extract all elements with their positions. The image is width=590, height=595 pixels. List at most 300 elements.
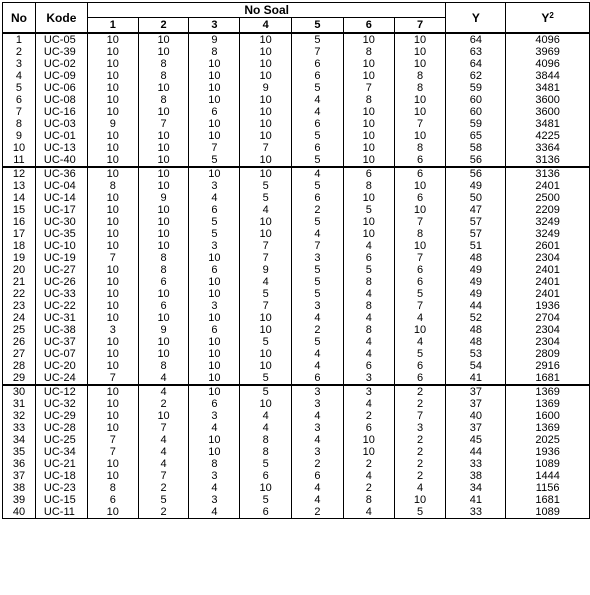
cell-soal-4: 6: [240, 470, 292, 482]
cell-soal-5: 4: [292, 494, 344, 506]
cell-soal-6: 6: [343, 360, 394, 372]
cell-soal-6: 10: [343, 228, 394, 240]
table-row: [3, 228, 590, 240]
cell-soal-6: 5: [343, 204, 394, 216]
header-kode: Kode: [35, 3, 87, 34]
cell-soal-6: 2: [343, 482, 394, 494]
cell-soal-7: 10: [394, 324, 446, 336]
cell-soal-2: 2: [138, 482, 189, 494]
cell-soal-3: 10: [189, 348, 240, 360]
cell-y: 62: [446, 70, 506, 82]
table-row: [3, 506, 590, 519]
cell-soal-7: 5: [394, 288, 446, 300]
cell-soal-7: 10: [394, 58, 446, 70]
cell-soal-1: 10: [87, 154, 138, 167]
cell-y: 51: [446, 240, 506, 252]
cell-soal-6: 8: [343, 300, 394, 312]
cell-soal-1: 7: [87, 446, 138, 458]
cell-soal-7: 6: [394, 167, 446, 180]
cell-soal-6: 4: [343, 470, 394, 482]
cell-soal-6: 10: [343, 446, 394, 458]
cell-soal-5: 6: [292, 372, 344, 385]
cell-soal-2: 5: [138, 494, 189, 506]
cell-soal-5: 3: [292, 398, 344, 410]
cell-kode: UC-38: [35, 324, 87, 336]
cell-y-squared: 2401: [506, 264, 590, 276]
cell-soal-3: 10: [189, 385, 240, 398]
table-row: [3, 312, 590, 324]
cell-soal-2: 10: [138, 288, 189, 300]
table-row: [3, 204, 590, 216]
cell-no: 32: [3, 410, 36, 422]
cell-soal-3: 10: [189, 312, 240, 324]
cell-soal-4: 10: [240, 360, 292, 372]
cell-soal-4: 10: [240, 167, 292, 180]
cell-soal-3: 3: [189, 494, 240, 506]
header-y: Y: [446, 3, 506, 34]
table-row: [3, 494, 590, 506]
table-row: [3, 167, 590, 180]
cell-soal-1: 10: [87, 70, 138, 82]
cell-soal-2: 4: [138, 446, 189, 458]
cell-soal-4: 4: [240, 276, 292, 288]
cell-soal-6: 10: [343, 216, 394, 228]
cell-soal-5: 3: [292, 422, 344, 434]
cell-kode: UC-02: [35, 58, 87, 70]
cell-soal-4: 10: [240, 312, 292, 324]
table-row: [3, 385, 590, 398]
table-body: [3, 33, 590, 519]
cell-y-squared: 1089: [506, 506, 590, 519]
cell-y: 48: [446, 324, 506, 336]
cell-soal-2: 10: [138, 228, 189, 240]
cell-no: 4: [3, 70, 36, 82]
cell-y: 60: [446, 94, 506, 106]
cell-soal-1: 10: [87, 410, 138, 422]
cell-y-squared: 1369: [506, 385, 590, 398]
cell-soal-7: 10: [394, 46, 446, 58]
cell-soal-2: 9: [138, 192, 189, 204]
header-soal-6: 6: [343, 18, 394, 34]
cell-soal-3: 10: [189, 58, 240, 70]
cell-kode: UC-17: [35, 204, 87, 216]
cell-soal-3: 4: [189, 422, 240, 434]
cell-no: 1: [3, 33, 36, 46]
cell-no: 5: [3, 82, 36, 94]
cell-soal-4: 10: [240, 348, 292, 360]
cell-soal-3: 10: [189, 167, 240, 180]
cell-no: 15: [3, 204, 36, 216]
cell-soal-5: 2: [292, 204, 344, 216]
cell-soal-2: 10: [138, 33, 189, 46]
cell-y: 37: [446, 398, 506, 410]
cell-soal-7: 2: [394, 434, 446, 446]
cell-kode: UC-19: [35, 252, 87, 264]
cell-soal-3: 10: [189, 70, 240, 82]
cell-y-squared: 2209: [506, 204, 590, 216]
cell-soal-5: 4: [292, 360, 344, 372]
cell-soal-2: 10: [138, 106, 189, 118]
cell-soal-5: 5: [292, 180, 344, 192]
cell-soal-5: 2: [292, 506, 344, 519]
cell-soal-7: 4: [394, 312, 446, 324]
table-row: [3, 470, 590, 482]
cell-soal-7: 2: [394, 385, 446, 398]
cell-y: 37: [446, 422, 506, 434]
cell-no: 10: [3, 142, 36, 154]
table-row: [3, 276, 590, 288]
cell-soal-4: 8: [240, 446, 292, 458]
table-row: [3, 398, 590, 410]
cell-soal-6: 4: [343, 288, 394, 300]
cell-soal-3: 5: [189, 228, 240, 240]
cell-soal-2: 9: [138, 324, 189, 336]
cell-soal-1: 10: [87, 228, 138, 240]
cell-soal-2: 10: [138, 142, 189, 154]
cell-soal-5: 4: [292, 434, 344, 446]
cell-no: 28: [3, 360, 36, 372]
cell-soal-2: 8: [138, 70, 189, 82]
cell-soal-3: 10: [189, 82, 240, 94]
cell-soal-4: 10: [240, 46, 292, 58]
cell-soal-3: 4: [189, 192, 240, 204]
cell-kode: UC-13: [35, 142, 87, 154]
cell-soal-2: 4: [138, 458, 189, 470]
cell-y: 56: [446, 154, 506, 167]
table-row: [3, 118, 590, 130]
cell-y-squared: 1444: [506, 470, 590, 482]
cell-soal-4: 7: [240, 240, 292, 252]
cell-soal-3: 10: [189, 252, 240, 264]
table-row: [3, 446, 590, 458]
cell-no: 33: [3, 422, 36, 434]
cell-soal-3: 10: [189, 94, 240, 106]
cell-soal-6: 6: [343, 422, 394, 434]
cell-soal-7: 7: [394, 300, 446, 312]
cell-y-squared: 1156: [506, 482, 590, 494]
cell-soal-4: 7: [240, 142, 292, 154]
cell-no: 13: [3, 180, 36, 192]
cell-soal-4: 10: [240, 216, 292, 228]
cell-soal-3: 6: [189, 324, 240, 336]
table-row: [3, 434, 590, 446]
table-row: [3, 264, 590, 276]
cell-soal-2: 10: [138, 312, 189, 324]
cell-y: 58: [446, 142, 506, 154]
cell-soal-1: 10: [87, 360, 138, 372]
cell-soal-7: 7: [394, 252, 446, 264]
cell-soal-2: 8: [138, 360, 189, 372]
cell-soal-3: 5: [189, 154, 240, 167]
cell-soal-1: 10: [87, 240, 138, 252]
cell-kode: UC-20: [35, 360, 87, 372]
cell-soal-5: 6: [292, 58, 344, 70]
cell-soal-2: 10: [138, 240, 189, 252]
cell-soal-7: 5: [394, 506, 446, 519]
cell-soal-5: 2: [292, 458, 344, 470]
cell-y: 44: [446, 446, 506, 458]
cell-y-squared: 1600: [506, 410, 590, 422]
cell-soal-7: 7: [394, 118, 446, 130]
cell-no: 14: [3, 192, 36, 204]
cell-kode: UC-12: [35, 385, 87, 398]
cell-soal-4: 10: [240, 398, 292, 410]
cell-soal-5: 6: [292, 470, 344, 482]
cell-soal-4: 5: [240, 458, 292, 470]
table-row: [3, 336, 590, 348]
cell-no: 35: [3, 446, 36, 458]
cell-y: 48: [446, 252, 506, 264]
cell-soal-7: 8: [394, 228, 446, 240]
cell-soal-7: 2: [394, 458, 446, 470]
cell-kode: UC-21: [35, 458, 87, 470]
cell-soal-6: 4: [343, 240, 394, 252]
cell-soal-3: 4: [189, 482, 240, 494]
cell-soal-4: 4: [240, 410, 292, 422]
cell-soal-4: 5: [240, 385, 292, 398]
cell-soal-4: 5: [240, 288, 292, 300]
cell-soal-1: 10: [87, 33, 138, 46]
header-no: No: [3, 3, 36, 34]
cell-soal-3: 10: [189, 276, 240, 288]
cell-kode: UC-27: [35, 264, 87, 276]
table-row: [3, 240, 590, 252]
header-y-squared: [506, 3, 590, 34]
cell-soal-5: 5: [292, 216, 344, 228]
cell-kode: UC-18: [35, 470, 87, 482]
cell-soal-4: 9: [240, 82, 292, 94]
cell-no: 40: [3, 506, 36, 519]
cell-kode: UC-01: [35, 130, 87, 142]
cell-soal-6: 3: [343, 385, 394, 398]
cell-soal-2: 10: [138, 410, 189, 422]
cell-y-squared: 3600: [506, 94, 590, 106]
cell-soal-1: 7: [87, 252, 138, 264]
cell-y-squared: 2304: [506, 336, 590, 348]
cell-soal-7: 6: [394, 154, 446, 167]
cell-soal-3: 6: [189, 204, 240, 216]
cell-soal-3: 10: [189, 336, 240, 348]
cell-soal-7: 5: [394, 348, 446, 360]
cell-soal-6: 4: [343, 348, 394, 360]
cell-soal-6: 8: [343, 324, 394, 336]
cell-soal-2: 4: [138, 372, 189, 385]
cell-soal-1: 10: [87, 470, 138, 482]
cell-y-squared: 2500: [506, 192, 590, 204]
cell-no: 39: [3, 494, 36, 506]
cell-kode: UC-23: [35, 482, 87, 494]
cell-kode: UC-31: [35, 312, 87, 324]
cell-soal-1: 10: [87, 458, 138, 470]
cell-y: 41: [446, 372, 506, 385]
cell-y-squared: 4096: [506, 33, 590, 46]
table-header: [3, 3, 590, 34]
cell-y: 63: [446, 46, 506, 58]
cell-no: 20: [3, 264, 36, 276]
cell-soal-1: 10: [87, 167, 138, 180]
cell-soal-5: 4: [292, 94, 344, 106]
header-soal-5: 5: [292, 18, 344, 34]
cell-soal-6: 10: [343, 58, 394, 70]
cell-no: 16: [3, 216, 36, 228]
cell-kode: UC-15: [35, 494, 87, 506]
cell-y-squared: 3481: [506, 82, 590, 94]
cell-y-squared: 3136: [506, 154, 590, 167]
cell-kode: UC-39: [35, 46, 87, 58]
cell-soal-1: 10: [87, 398, 138, 410]
cell-soal-7: 3: [394, 422, 446, 434]
cell-soal-2: 10: [138, 336, 189, 348]
cell-y-squared: 1936: [506, 300, 590, 312]
table-row: [3, 300, 590, 312]
table-row: [3, 130, 590, 142]
cell-soal-3: 10: [189, 130, 240, 142]
cell-soal-1: 10: [87, 506, 138, 519]
table-row: [3, 154, 590, 167]
cell-soal-4: 5: [240, 494, 292, 506]
cell-soal-2: 7: [138, 422, 189, 434]
cell-soal-1: 10: [87, 46, 138, 58]
cell-soal-6: 10: [343, 70, 394, 82]
table-row: [3, 142, 590, 154]
cell-soal-7: 6: [394, 372, 446, 385]
cell-soal-4: 7: [240, 252, 292, 264]
cell-soal-1: 8: [87, 482, 138, 494]
cell-soal-5: 6: [292, 70, 344, 82]
cell-soal-2: 10: [138, 167, 189, 180]
cell-soal-3: 3: [189, 470, 240, 482]
cell-soal-2: 10: [138, 46, 189, 58]
cell-no: 21: [3, 276, 36, 288]
table-row: [3, 288, 590, 300]
cell-soal-4: 10: [240, 94, 292, 106]
cell-y-squared: 1089: [506, 458, 590, 470]
cell-kode: UC-11: [35, 506, 87, 519]
cell-kode: UC-16: [35, 106, 87, 118]
cell-soal-1: 10: [87, 276, 138, 288]
cell-soal-6: 10: [343, 130, 394, 142]
cell-y: 37: [446, 385, 506, 398]
cell-y: 59: [446, 82, 506, 94]
cell-soal-3: 3: [189, 180, 240, 192]
cell-soal-3: 10: [189, 434, 240, 446]
cell-soal-5: 6: [292, 118, 344, 130]
cell-soal-1: 6: [87, 494, 138, 506]
cell-soal-1: 7: [87, 434, 138, 446]
cell-y-squared: 3364: [506, 142, 590, 154]
cell-no: 2: [3, 46, 36, 58]
table-row: [3, 94, 590, 106]
cell-soal-1: 10: [87, 58, 138, 70]
cell-soal-7: 4: [394, 482, 446, 494]
cell-soal-1: 10: [87, 336, 138, 348]
cell-soal-5: 4: [292, 228, 344, 240]
cell-soal-6: 8: [343, 94, 394, 106]
cell-kode: UC-04: [35, 180, 87, 192]
cell-soal-7: 10: [394, 494, 446, 506]
cell-y: 49: [446, 276, 506, 288]
cell-kode: UC-22: [35, 300, 87, 312]
cell-soal-5: 4: [292, 410, 344, 422]
cell-kode: UC-10: [35, 240, 87, 252]
table-row: [3, 372, 590, 385]
header-soal-1: 1: [87, 18, 138, 34]
cell-soal-5: 4: [292, 312, 344, 324]
cell-soal-5: 3: [292, 252, 344, 264]
cell-y: 53: [446, 348, 506, 360]
cell-y: 44: [446, 300, 506, 312]
header-no-soal: No Soal: [87, 3, 446, 18]
cell-soal-4: 5: [240, 180, 292, 192]
table-row: [3, 82, 590, 94]
cell-soal-2: 10: [138, 216, 189, 228]
cell-soal-6: 10: [343, 118, 394, 130]
cell-soal-3: 3: [189, 410, 240, 422]
cell-soal-2: 2: [138, 506, 189, 519]
cell-soal-1: 10: [87, 204, 138, 216]
cell-soal-1: 10: [87, 385, 138, 398]
cell-soal-1: 10: [87, 288, 138, 300]
cell-no: 6: [3, 94, 36, 106]
cell-soal-6: 8: [343, 180, 394, 192]
cell-soal-2: 6: [138, 300, 189, 312]
cell-soal-7: 10: [394, 204, 446, 216]
cell-soal-1: 10: [87, 106, 138, 118]
cell-y: 49: [446, 288, 506, 300]
cell-soal-7: 2: [394, 470, 446, 482]
cell-y: 59: [446, 118, 506, 130]
cell-y: 56: [446, 167, 506, 180]
cell-soal-4: 7: [240, 300, 292, 312]
cell-soal-1: 10: [87, 216, 138, 228]
cell-kode: UC-03: [35, 118, 87, 130]
cell-soal-5: 5: [292, 264, 344, 276]
cell-soal-7: 10: [394, 180, 446, 192]
cell-y-squared: 2401: [506, 276, 590, 288]
cell-soal-7: 2: [394, 446, 446, 458]
header-soal-4: 4: [240, 18, 292, 34]
table-row: [3, 46, 590, 58]
cell-soal-1: 10: [87, 422, 138, 434]
cell-no: 25: [3, 324, 36, 336]
cell-y-squared: 4096: [506, 58, 590, 70]
cell-soal-5: 5: [292, 130, 344, 142]
cell-soal-2: 7: [138, 118, 189, 130]
cell-soal-5: 4: [292, 482, 344, 494]
cell-soal-3: 10: [189, 118, 240, 130]
table-row: [3, 70, 590, 82]
cell-soal-7: 10: [394, 130, 446, 142]
cell-soal-4: 10: [240, 70, 292, 82]
header-y-squared-base: Y: [541, 10, 550, 25]
cell-soal-6: 10: [343, 106, 394, 118]
cell-no: 23: [3, 300, 36, 312]
cell-soal-5: 5: [292, 336, 344, 348]
cell-y: 38: [446, 470, 506, 482]
cell-soal-5: 3: [292, 446, 344, 458]
cell-y: 48: [446, 336, 506, 348]
cell-soal-5: 4: [292, 348, 344, 360]
cell-y: 50: [446, 192, 506, 204]
cell-soal-6: 10: [343, 154, 394, 167]
cell-no: 7: [3, 106, 36, 118]
cell-y-squared: 2401: [506, 288, 590, 300]
cell-soal-6: 8: [343, 494, 394, 506]
cell-soal-3: 9: [189, 33, 240, 46]
cell-kode: UC-40: [35, 154, 87, 167]
cell-soal-1: 10: [87, 192, 138, 204]
header-soal-3: 3: [189, 18, 240, 34]
